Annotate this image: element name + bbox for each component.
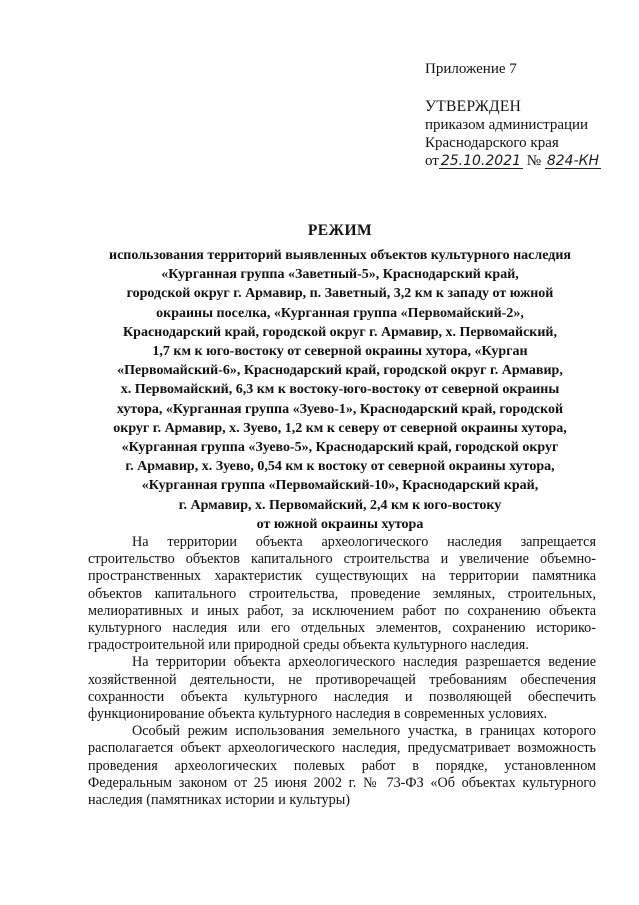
subtitle-line: хутора, «Курганная группа «Зуево-1», Краснодарский край, городской xyxy=(116,401,564,417)
subtitle-line: городской округ г. Армавир, п. Заветный, 3,2 км к западу от южной xyxy=(126,286,554,302)
handwritten-date: 25.10.2021 xyxy=(440,153,522,169)
handwritten-number: 824-КН xyxy=(546,153,600,169)
approval-header xyxy=(425,60,625,170)
order-line-2: Краснодарского края xyxy=(425,135,559,151)
document-heading: РЕЖИМ xyxy=(307,222,373,239)
body-paragraph: На территории объекта археологического наследия запрещается строительство объектов капитального строительства и увеличение объемно-пространственных характеристик существующих на территории памятника объектов капитального строительства, проведение земляных, строительных, мелиоративных и иных работ, за исключением работ по сохранению объекта культурного наследия или его отдельных элементов, сохранению историко-градостроительной или природной среды объекта культурного наследия. xyxy=(88,534,596,654)
subtitle-line: «Курганная группа «Первомайский-10», Краснодарский край, xyxy=(141,478,539,494)
subtitle-line: «Курганная группа «Заветный-5», Краснодарский край, xyxy=(161,267,519,283)
order-line-1: приказом администрации xyxy=(425,117,589,133)
date-prefix: от xyxy=(425,153,439,169)
subtitle-line: окраины поселка, «Курганная группа «Первомайский-2», xyxy=(156,305,524,321)
document-subtitle xyxy=(60,246,620,534)
approved-label: УТВЕРЖДЕН xyxy=(425,98,522,115)
subtitle-line: использования территорий выявленных объектов культурного наследия xyxy=(109,248,571,263)
subtitle-line: от южной окраины хутора xyxy=(256,516,424,532)
subtitle-line: «Первомайский-6», Краснодарский край, городской округ г. Армавир, xyxy=(117,363,563,379)
number-prefix: № xyxy=(526,153,542,169)
document-title-block xyxy=(60,222,620,534)
body-paragraph: На территории объекта археологического наследия разрешается ведение хозяйственной деятельности, не противоречащей требованиям обеспечения сохранности объекта культурного наследия и позволяющей обеспечить функционирование объекта культурного наследия в современных условиях. xyxy=(88,654,596,723)
subtitle-line: Краснодарский край, городской округ г. Армавир, х. Первомайский, xyxy=(123,324,557,340)
subtitle-line: г. Армавир, х. Первомайский, 2,4 км к юго-востоку xyxy=(178,497,502,513)
document-body xyxy=(88,534,596,809)
subtitle-line: г. Армавир, х. Зуево, 0,54 км к востоку от северной окраины хутора, xyxy=(125,459,555,475)
subtitle-line: округ г. Армавир, х. Зуево, 1,2 км к северу от северной окраины хутора, xyxy=(113,420,567,436)
subtitle-line: х. Первомайский, 6,3 км к востоку-юго-востоку от северной окраины xyxy=(120,382,560,398)
appendix-label: Приложение 7 xyxy=(425,61,517,77)
subtitle-line: 1,7 км к юго-востоку от северной окраины хутора, «Курган xyxy=(152,344,528,360)
subtitle-line: «Курганная группа «Зуево-5», Краснодарский край, городской округ xyxy=(121,440,559,456)
body-paragraph: Особый режим использования земельного участка, в границах которого располагается объект археологического наследия, предусматривает возможность проведения археологических полевых работ в порядке, установленном Федеральным законом от 25 июня 2002 г. № 73-ФЗ «Об объектах культурного наследия (памятниках истории и культуры) xyxy=(88,723,596,809)
order-date-number xyxy=(425,152,625,170)
